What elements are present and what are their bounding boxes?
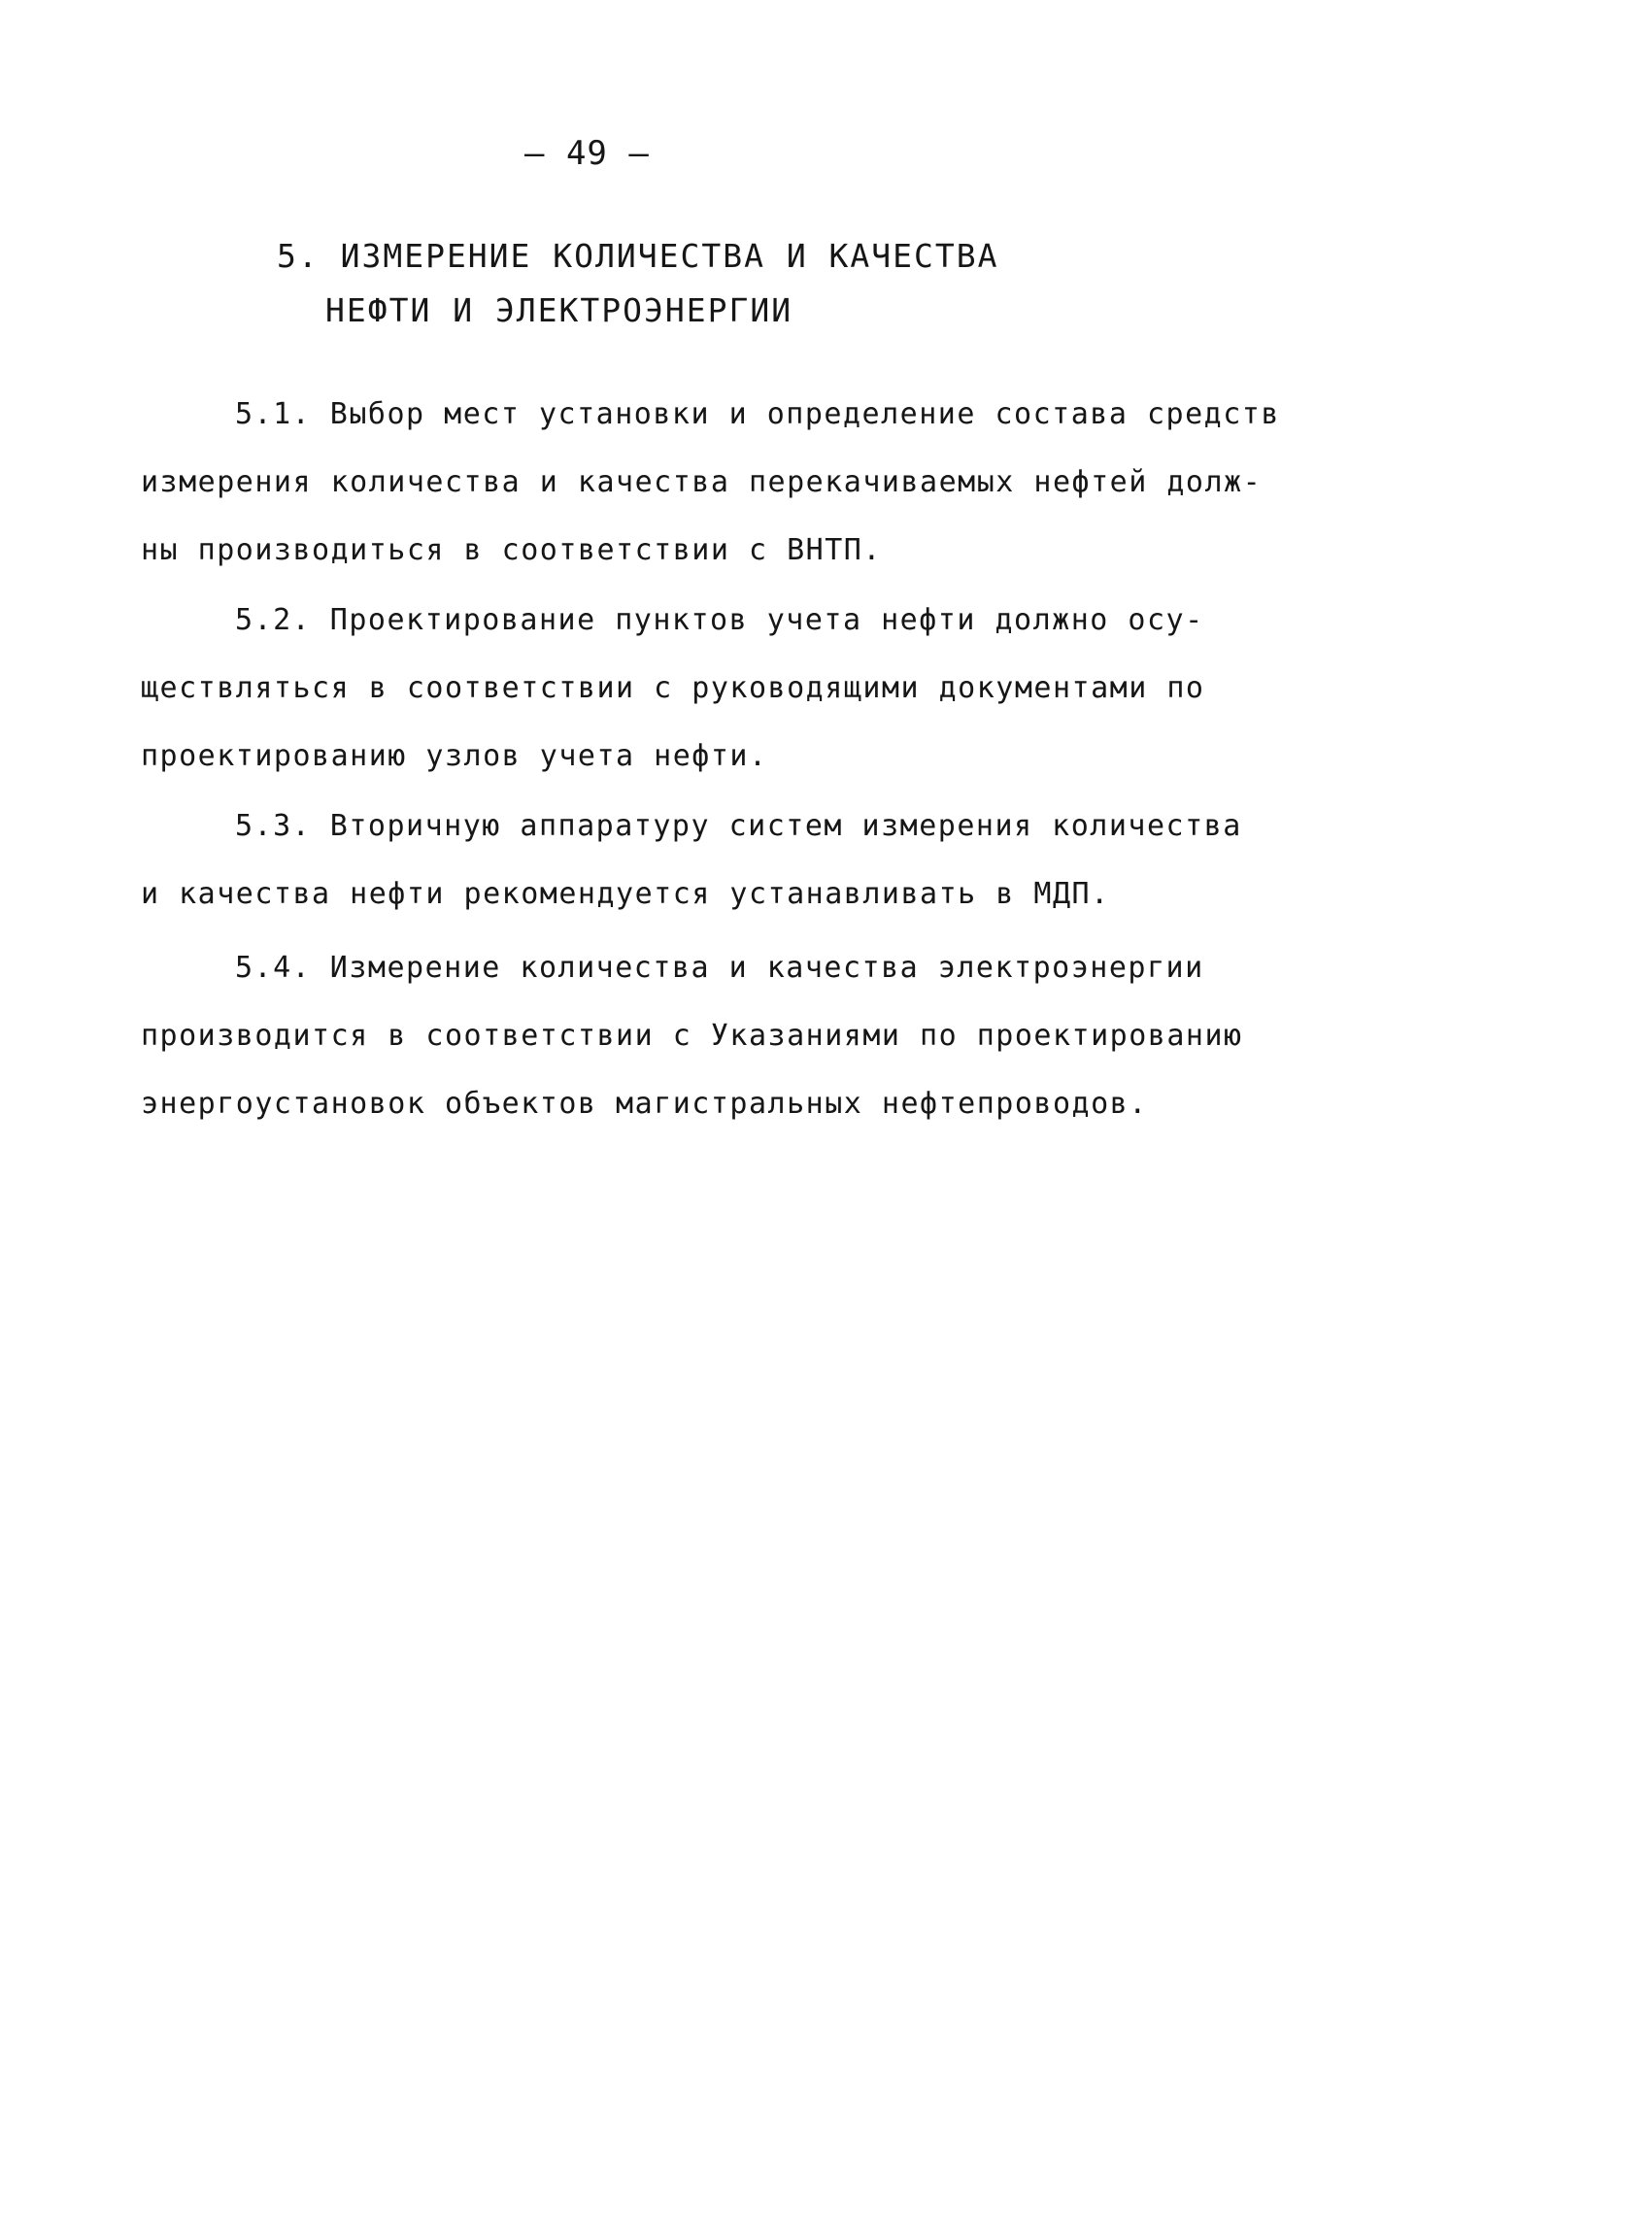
paragraph-line: производится в соответствии с Указаниями по проектированию [141,1019,1243,1053]
section-heading-line-2: НЕФТИ И ЭЛЕКТРОЭНЕРГИИ [325,291,793,329]
paragraph-line: 5.1. Выбор мест установки и определение состава средств [235,397,1280,431]
section-heading-line-1: 5. ИЗМЕРЕНИЕ КОЛИЧЕСТВА И КАЧЕСТВА [277,237,999,275]
paragraph-line: 5.3. Вторичную аппаратуру систем измерения количества [235,809,1242,843]
section-heading [277,229,999,338]
paragraph-line: проектированию узлов учета нефти. [141,739,768,773]
paragraph-5-2 [141,587,1345,791]
paragraph-line: ществляться в соответствии с руководящими документами по [141,671,1205,705]
paragraph-line: ны производиться в соответствии с ВНТП. [141,533,882,567]
paragraph-line: 5.2. Проектирование пунктов учета нефти должно осу- [235,603,1204,637]
page-number: – 49 – [524,134,650,173]
paragraph-5-3 [141,792,1345,928]
paragraph-line: и качества нефти рекомендуется устанавливать в МДП. [141,877,1110,911]
paragraph-5-1 [141,381,1345,585]
paragraph-5-4 [141,934,1345,1138]
paragraph-line: измерения количества и качества перекачиваемых нефтей долж- [141,465,1263,499]
paragraph-line: энергоустановок объектов магистральных нефтепроводов. [141,1087,1148,1121]
paragraph-line: 5.4. Измерение количества и качества электроэнергии [235,951,1204,985]
